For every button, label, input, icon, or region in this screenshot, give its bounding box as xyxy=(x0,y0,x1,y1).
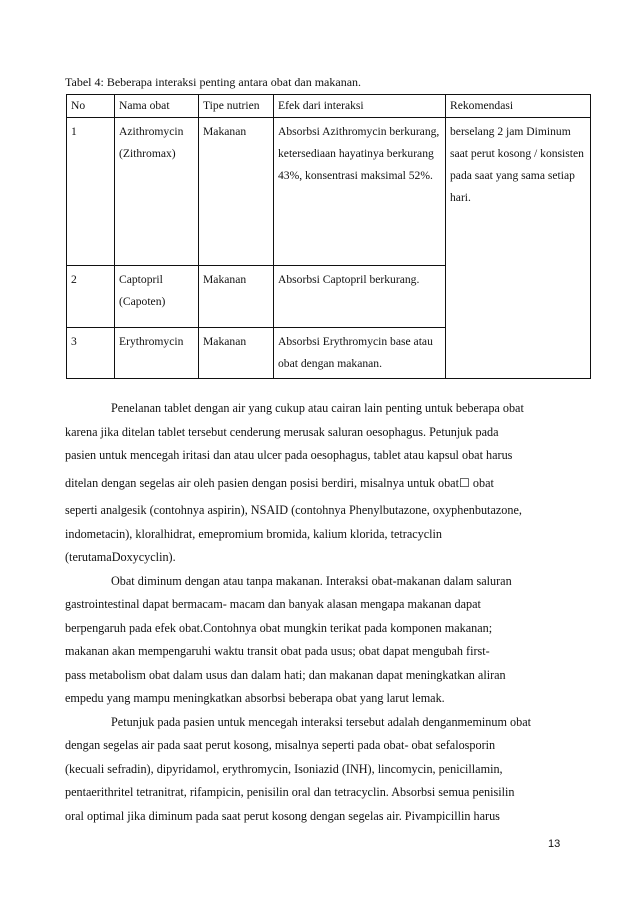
table-caption: Tabel 4: Beberapa interaksi penting antara obat dan makanan. xyxy=(65,75,362,89)
interaction-table xyxy=(66,94,591,379)
cell-tipe-nutrien: Makanan xyxy=(199,118,274,266)
header-no: No xyxy=(67,95,115,118)
text-line: Penelanan tablet dengan air yang cukup atau cairan lain penting untuk beberapa obat xyxy=(111,401,524,415)
table-header-row xyxy=(67,95,591,118)
header-efek: Efek dari interaksi xyxy=(274,95,446,118)
text-line: pasien untuk mencegah iritasi dan atau ulcer pada oesophagus, tablet atau kapsul obat harus xyxy=(65,448,513,462)
header-rekomendasi: Rekomendasi xyxy=(446,95,591,118)
page-number: 13 xyxy=(548,838,561,850)
text-line: Obat diminum dengan atau tanpa makanan. Interaksi obat-makanan dalam saluran xyxy=(111,573,512,588)
cell-nama-obat xyxy=(115,328,199,379)
paragraph xyxy=(65,570,589,711)
header-nama-obat: Nama obat xyxy=(115,95,199,118)
cell-tipe-nutrien: Makanan xyxy=(199,266,274,328)
cell-no: 3 xyxy=(67,328,115,379)
text-line: pass metabolism obat dalam usus dan dalam hati; dan makanan dapat meningkatkan aliran xyxy=(65,667,506,682)
cell-no: 2 xyxy=(67,266,115,328)
table-row xyxy=(67,118,591,266)
drug-name: Erythromycin xyxy=(119,335,184,348)
text-line: dengan segelas air pada saat perut kosong, misalnya seperti pada obat- obat sefalosporin xyxy=(65,738,496,752)
paragraph xyxy=(65,711,589,829)
text-line: oral optimal jika diminum pada saat perut kosong dengan segelas air. Pivampicillin harus xyxy=(65,808,500,823)
cell-nama-obat xyxy=(115,266,199,328)
brand-name: (Zithromax) xyxy=(119,147,176,160)
text-line: Petunjuk pada pasien untuk mencegah interaksi tersebut adalah denganmeminum obat xyxy=(111,714,532,729)
text-line: ditelan dengan segelas air oleh pasien dengan posisi berdiri, misalnya untuk obat☐ obat xyxy=(65,475,494,490)
text-line: (kecuali sefradin), dipyridamol, erythromycin, Isoniazid (INH), lincomycin, penicillamin, xyxy=(65,761,503,776)
cell-nama-obat xyxy=(115,118,199,266)
text-line: indometacin), kloralhidrat, emepromium bromida, kalium klorida, tetracyclin xyxy=(65,526,443,541)
text-line: (terutamaDoxycyclin). xyxy=(65,550,176,564)
text-line: berpengaruh pada efek obat.Contohnya obat mungkin terikat pada komponen makanan; xyxy=(65,620,493,635)
text-line: karena jika ditelan tablet tersebut cenderung merusak saluran oesophagus. Petunjuk pada xyxy=(65,424,499,439)
cell-no: 1 xyxy=(67,118,115,266)
cell-efek: Absorbsi Erythromycin base atau obat dengan makanan. xyxy=(274,328,446,379)
cell-efek: Absorbsi Captopril berkurang. xyxy=(274,266,446,328)
drug-name: Azithromycin xyxy=(119,125,184,138)
cell-efek: Absorbsi Azithromycin berkurang, ketersediaan hayatinya berkurang 43%, konsentrasi maksimal 52%. xyxy=(274,118,446,266)
text-line: makanan akan mempengaruhi waktu transit obat pada usus; obat dapat mengubah first- xyxy=(65,644,490,658)
body-text xyxy=(65,397,589,828)
drug-name: Captopril xyxy=(119,273,163,286)
cell-rekomendasi: berselang 2 jam Diminum saat perut kosong / konsisten pada saat yang sama setiap hari. xyxy=(446,118,591,379)
paragraph xyxy=(65,397,589,570)
cell-tipe-nutrien: Makanan xyxy=(199,328,274,379)
header-tipe-nutrien: Tipe nutrien xyxy=(199,95,274,118)
text-line: empedu yang mampu meningkatkan absorbsi beberapa obat yang larut lemak. xyxy=(65,691,445,705)
text-line: seperti analgesik (contohnya aspirin), NSAID (contohnya Phenylbutazone, oxyphenbutazone, xyxy=(65,503,522,517)
brand-name: (Capoten) xyxy=(119,295,166,308)
text-line: gastrointestinal dapat bermacam- macam dan banyak alasan mengapa makanan dapat xyxy=(65,597,481,611)
text-line: pentaerithritel tetranitrat, rifampicin, penisilin oral dan tetracyclin. Absorbsi semua penisilin xyxy=(65,785,515,799)
